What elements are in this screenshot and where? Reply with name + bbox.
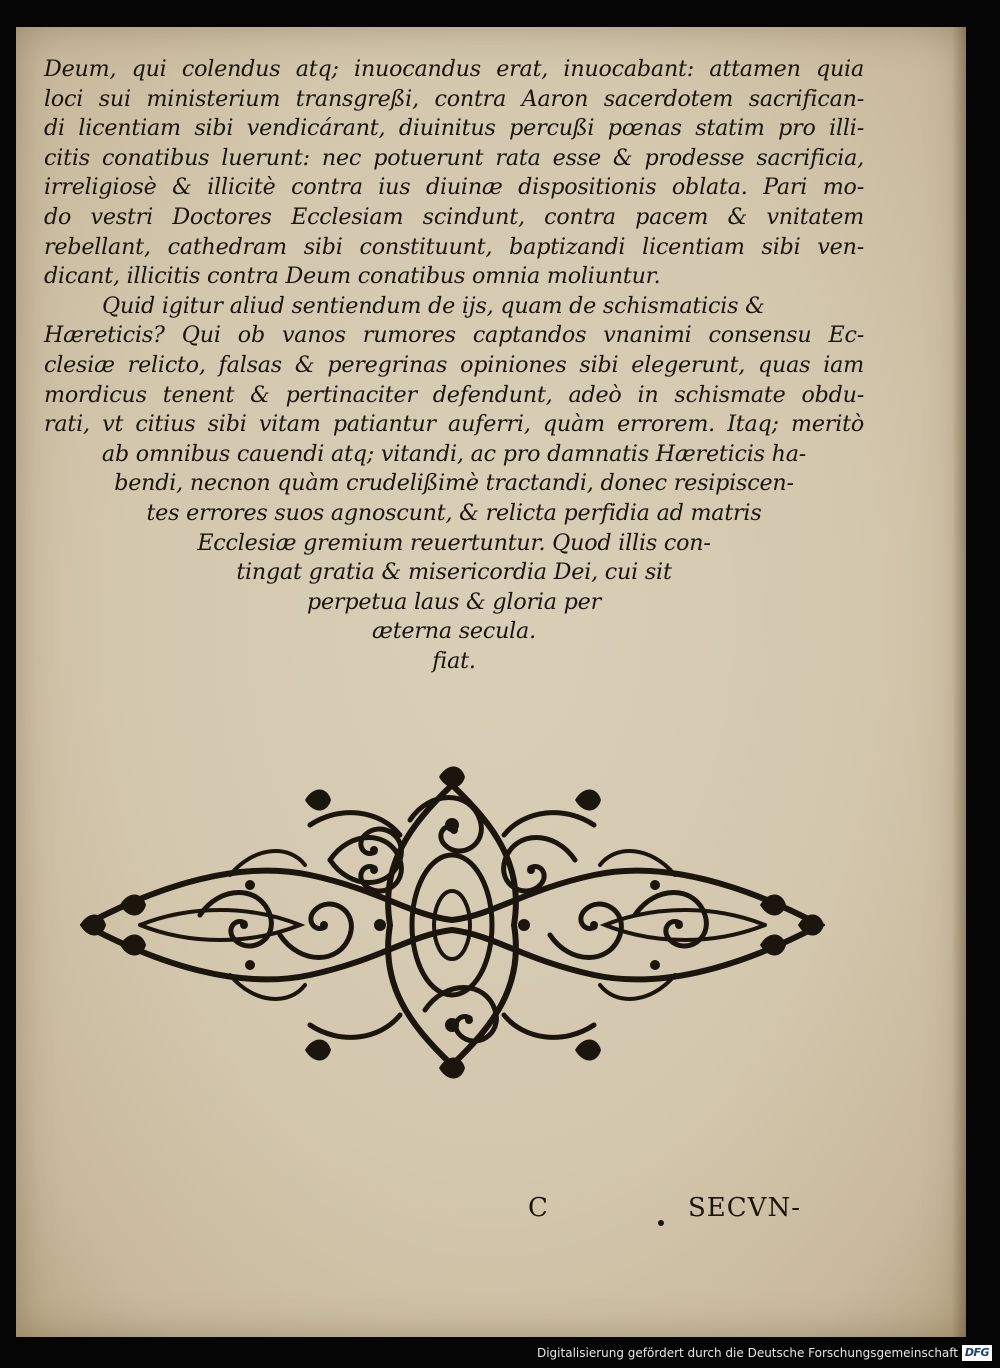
text-line-1: Deum, qui colendus atq; inuocandus erat, inuocabant: attamen quia xyxy=(44,56,864,82)
text-line-20: æterna secula. xyxy=(372,618,536,645)
text-line-18: tingat gratia & misericordia Dei, cui sit xyxy=(236,559,672,586)
text-line-17: Ecclesiæ gremium reuertuntur. Quod illis con- xyxy=(197,529,711,556)
text-line-9: Quid igitur aliud sentiendum de ijs, quam de schismaticis & xyxy=(102,292,765,319)
text-line-15: bendi, necnon quàm crudelißimè tractandi, donec resipiscen- xyxy=(114,470,794,497)
text-line-12: mordicus tenent & pertinaciter defendunt, adeò in schismate obdu- xyxy=(44,381,864,408)
text-line-4: citis conatibus luerunt: nec potuerunt rata esse & prodesse sacrificia, xyxy=(44,144,864,171)
text-line-6: do vestri Doctores Ecclesiam scindunt, contra pacem & vnitatem xyxy=(44,203,864,230)
dfg-logo: DFG xyxy=(962,1345,992,1361)
ink-dot xyxy=(658,1220,664,1226)
text-line-21: fiat. xyxy=(432,647,476,674)
page-edge-shadow xyxy=(952,27,966,1337)
decorative-ornament xyxy=(80,765,825,1085)
catchword: SECVN- xyxy=(688,1193,801,1223)
text-line-5: irreligiosè & illicitè contra ius diuinæ dispositionis oblata. Pari mo- xyxy=(44,174,864,201)
text-line-13: rati, vt citius sibi vitam patiantur auferri, quàm errorem. Itaq; meritò xyxy=(44,411,864,438)
text-line-16: tes errores suos agnoscunt, & relicta perfidia ad matris xyxy=(146,499,762,526)
text-line-3: di licentiam sibi vendicárant, diuinitus percußi pœnas statim pro illi- xyxy=(44,115,864,142)
text-line-10: Hæreticis? Qui ob vanos rumores captandos vnanimi consensu Ec- xyxy=(44,322,864,349)
text-line-8: dicant, illicitis contra Deum conatibus omnia moliuntur. xyxy=(44,263,661,290)
text-line-7: rebellant, cathedram sibi constituunt, baptizandi licentiam sibi ven- xyxy=(44,233,864,260)
credit-bar xyxy=(0,1337,1000,1368)
page-body-text xyxy=(44,55,864,676)
text-line-14: ab omnibus cauendi atq; vitandi, ac pro damnatis Hæreticis ha- xyxy=(101,440,807,467)
text-line-2: loci sui ministerium transgreßi, contra Aaron sacerdotem sacrifican- xyxy=(44,85,864,112)
text-line-11: clesiæ relicto, falsas & peregrinas opiniones sibi elegerunt, quas iam xyxy=(44,351,864,378)
funding-credit: Digitalisierung gefördert durch die Deutsche Forschungsgemeinschaft xyxy=(536,1346,958,1360)
signature-mark: C xyxy=(528,1193,549,1223)
text-line-19: perpetua laus & gloria per xyxy=(307,588,601,615)
